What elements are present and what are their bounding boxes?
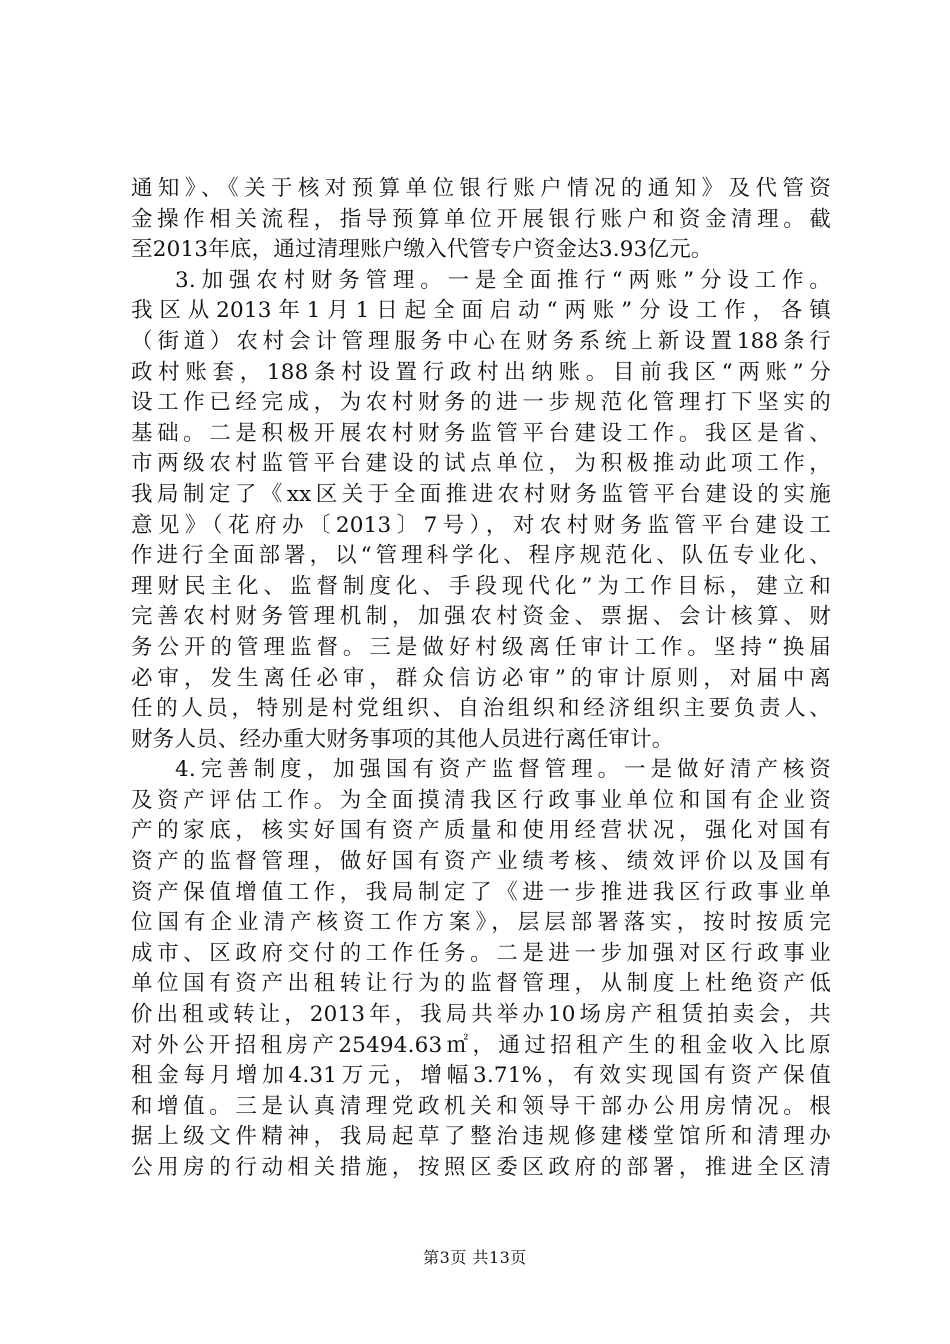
text-line: 基础。二是积极开展农村财务监管平台建设工作。我区是省、 <box>131 420 831 446</box>
text-line: 价出租或转让，2013年，我局共举办10场房产租赁拍卖会，共 <box>131 1002 831 1028</box>
text-line: 我区从2013年1月1日起全面启动“两账”分设工作，各镇 <box>131 298 831 324</box>
body-text <box>131 174 831 1184</box>
text-line: 和增值。三是认真清理党政机关和领导干部办公用房情况。根 <box>131 1093 831 1119</box>
text-line: 租金每月增加4.31万元，增幅3.71%，有效实现国有资产保值 <box>131 1063 831 1089</box>
text-line: 及资产评估工作。为全面摸清我区行政事业单位和国有企业资 <box>131 787 831 813</box>
text-line: 位国有企业清产核资工作方案》，层层部署落实，按时按质完 <box>131 910 831 936</box>
text-line: 理财民主化、监督制度化、手段现代化”为工作目标，建立和 <box>131 573 831 599</box>
page-number-footer: 第3页 共13页 <box>423 1248 527 1267</box>
text-line: 任的人员，特别是村党组织、自治组织和经济组织主要负责人、 <box>131 696 831 722</box>
text-line: 设工作已经完成，为农村财务的进一步规范化管理打下坚实的 <box>131 390 831 416</box>
text-line: 政村账套，188条村设置行政村出纳账。目前我区“两账”分 <box>131 359 831 385</box>
text-line: 作进行全面部署，以“管理科学化、程序规范化、队伍专业化、 <box>131 543 831 569</box>
text-line: 至2013年底，通过清理账户缴入代管专户资金达3.93亿元。 <box>131 237 713 263</box>
text-line: 市两级农村监管平台建设的试点单位，为积极推动此项工作， <box>131 451 831 477</box>
text-line: 我局制定了《xx区关于全面推进农村财务监管平台建设的实施 <box>131 481 831 507</box>
text-line: 单位国有资产出租转让行为的监督管理，从制度上杜绝资产低 <box>131 971 831 997</box>
text-line: 通知》、《关于核对预算单位银行账户情况的通知》及代管资 <box>131 176 831 201</box>
text-line: 资产的监督管理，做好国有资产业绩考核、绩效评价以及国有 <box>131 849 831 875</box>
text-line: 意见》（花府办〔2013〕7号），对农村财务监管平台建设工 <box>131 512 831 538</box>
text-line: （街道）农村会计管理服务中心在财务系统上新设置188条行 <box>131 328 831 354</box>
text-line: 产的家底，核实好国有资产质量和使用经营状况，强化对国有 <box>131 818 831 844</box>
text-line: 对外公开招租房产25494.63㎡，通过招租产生的租金收入比原 <box>131 1032 831 1058</box>
text-line: 财务人员、经办重大财务事项的其他人员进行离任审计。 <box>131 726 674 752</box>
text-line: 4.完善制度，加强国有资产监督管理。一是做好清产核资 <box>175 757 831 783</box>
text-line: 成市、区政府交付的工作任务。二是进一步加强对区行政事业 <box>131 940 831 966</box>
text-line: 3.加强农村财务管理。一是全面推行“两账”分设工作。 <box>175 267 831 293</box>
text-line: 据上级文件精神，我局起草了整治违规修建楼堂馆所和清理办 <box>131 1124 831 1150</box>
text-line: 资产保值增值工作，我局制定了《进一步推进我区行政事业单 <box>131 879 831 905</box>
text-line: 必审，发生离任必审，群众信访必审”的审计原则，对届中离 <box>131 665 831 691</box>
text-line: 完善农村财务管理机制，加强农村资金、票据、会计核算、财 <box>131 604 831 630</box>
text-line: 公用房的行动相关措施，按照区委区政府的部署，推进全区清 <box>131 1155 831 1180</box>
text-line: 务公开的管理监督。三是做好村级离任审计工作。坚持“换届 <box>131 634 831 660</box>
text-line: 金操作相关流程，指导预算单位开展银行账户和资金清理。截 <box>131 206 831 232</box>
